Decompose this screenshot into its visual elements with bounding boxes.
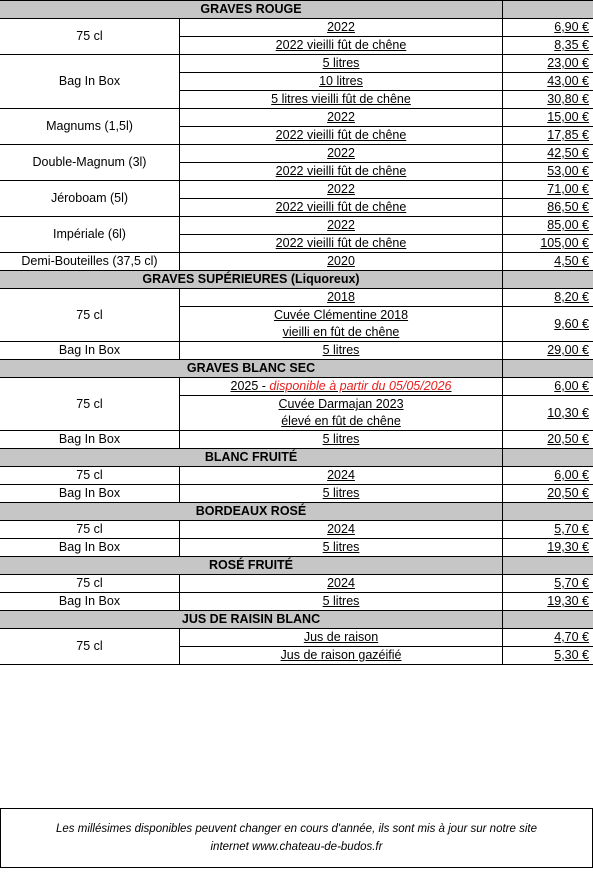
description-text: 2020 (327, 254, 355, 268)
description-cell (180, 55, 503, 73)
description-text: 2022 (327, 110, 355, 124)
container-cell: Bag In Box (0, 593, 180, 611)
container-cell: 75 cl (0, 575, 180, 593)
price-cell: 53,00 € (503, 163, 593, 181)
price-row (0, 109, 593, 127)
price-cell: 17,85 € (503, 127, 593, 145)
price-cell: 6,00 € (503, 378, 593, 396)
price-cell: 6,00 € (503, 467, 593, 485)
section-header-blank (503, 1, 593, 19)
section-header (0, 449, 593, 467)
container-cell: Magnums (1,5l) (0, 109, 180, 145)
description-text: 2022 vieilli fût de chêne (275, 38, 407, 52)
description-text: 2022 vieilli fût de chêne (275, 128, 407, 142)
price-row (0, 593, 593, 611)
price-cell: 15,00 € (503, 109, 593, 127)
description-cell (180, 199, 503, 217)
description-cell (180, 431, 503, 449)
section-header (0, 503, 593, 521)
container-cell: Impériale (6l) (0, 217, 180, 253)
description-cell (180, 181, 503, 199)
price-cell: 85,00 € (503, 217, 593, 235)
price-table-body (0, 1, 593, 665)
description-text: 5 litres (322, 343, 360, 357)
description-cell (180, 378, 503, 396)
description-cell (180, 521, 503, 539)
description-cell (180, 19, 503, 37)
price-cell: 42,50 € (503, 145, 593, 163)
description-text: 5 litres (322, 594, 360, 608)
description-text: 2022 (327, 146, 355, 160)
price-cell: 5,70 € (503, 521, 593, 539)
section-header-blank (503, 449, 593, 467)
price-cell: 71,00 € (503, 181, 593, 199)
description-text: Cuvée Darmajan 2023 (278, 397, 404, 411)
description-cell (180, 593, 503, 611)
description-cell (180, 396, 503, 431)
section-title: JUS DE RAISIN BLANC (0, 611, 503, 629)
description-text: 2018 (327, 290, 355, 304)
price-cell: 105,00 € (503, 235, 593, 253)
container-cell: 75 cl (0, 289, 180, 342)
container-cell: Bag In Box (0, 431, 180, 449)
container-cell: Bag In Box (0, 342, 180, 360)
price-row (0, 467, 593, 485)
price-cell: 6,90 € (503, 19, 593, 37)
price-cell: 19,30 € (503, 539, 593, 557)
price-row (0, 521, 593, 539)
section-header-blank (503, 503, 593, 521)
price-cell: 86,50 € (503, 199, 593, 217)
description-text: 2022 (327, 218, 355, 232)
price-cell: 4,50 € (503, 253, 593, 271)
description-cell (180, 145, 503, 163)
description-cell (180, 575, 503, 593)
section-header (0, 1, 593, 19)
section-header-blank (503, 557, 593, 575)
price-cell: 5,70 € (503, 575, 593, 593)
price-row (0, 378, 593, 396)
vintage-notice-line-2: internet www.chateau-de-budos.fr (210, 841, 383, 853)
vintage-notice (0, 808, 593, 868)
description-text: 2022 (327, 182, 355, 196)
section-header-blank (503, 271, 593, 289)
container-cell: Jéroboam (5l) (0, 181, 180, 217)
availability-note: disponible à partir du 05/05/2026 (269, 379, 452, 393)
price-cell: 8,35 € (503, 37, 593, 55)
container-cell: 75 cl (0, 521, 180, 539)
description-text: 2024 (327, 522, 355, 536)
description-cell (180, 253, 503, 271)
section-title: GRAVES ROUGE (0, 1, 503, 19)
price-cell: 23,00 € (503, 55, 593, 73)
price-cell: 20,50 € (503, 431, 593, 449)
section-header (0, 360, 593, 378)
container-cell: 75 cl (0, 467, 180, 485)
description-cell (180, 109, 503, 127)
description-text: 2024 (327, 576, 355, 590)
price-row (0, 342, 593, 360)
price-row (0, 539, 593, 557)
price-row (0, 181, 593, 199)
description-cell (180, 629, 503, 647)
description-cell (180, 235, 503, 253)
description-cell (180, 127, 503, 145)
price-row (0, 19, 593, 37)
description-text: 5 litres vieilli fût de chêne (271, 92, 411, 106)
section-header-blank (503, 360, 593, 378)
description-cell (180, 217, 503, 235)
description-subtext: élevé en fût de chêne (281, 414, 401, 428)
price-row (0, 145, 593, 163)
description-text: 2022 vieilli fût de chêne (275, 164, 407, 178)
section-header (0, 557, 593, 575)
price-cell: 20,50 € (503, 485, 593, 503)
container-cell: Double-Magnum (3l) (0, 145, 180, 181)
section-title: BLANC FRUITÉ (0, 449, 503, 467)
section-title: GRAVES SUPÉRIEURES (Liquoreux) (0, 271, 503, 289)
description-text: Jus de raison (303, 630, 379, 644)
description-subtext: vieilli en fût de chêne (282, 325, 400, 339)
section-header-blank (503, 611, 593, 629)
description-cell (180, 91, 503, 109)
section-header (0, 271, 593, 289)
price-row (0, 485, 593, 503)
price-cell: 10,30 € (503, 396, 593, 431)
description-text: 10 litres (319, 74, 363, 88)
price-row (0, 253, 593, 271)
price-row (0, 289, 593, 307)
description-text: 2022 (327, 20, 355, 34)
price-cell: 29,00 € (503, 342, 593, 360)
description-text: 5 litres (322, 540, 360, 554)
description-cell (180, 539, 503, 557)
container-cell: Bag In Box (0, 539, 180, 557)
description-cell (180, 307, 503, 342)
price-row (0, 629, 593, 647)
description-cell (180, 37, 503, 55)
description-text: Cuvée Clémentine 2018 (273, 308, 409, 322)
description-cell (180, 73, 503, 91)
price-row (0, 55, 593, 73)
description-text: 5 litres (322, 432, 360, 446)
description-cell (180, 163, 503, 181)
description-cell (180, 289, 503, 307)
description-text: 5 litres (322, 486, 360, 500)
container-cell: 75 cl (0, 19, 180, 55)
description-text: 5 litres (322, 56, 360, 70)
vintage-notice-line-1: Les millésimes disponibles peuvent changer en cours d'année, ils sont mis à jour sur notre site (56, 823, 537, 835)
price-cell: 43,00 € (503, 73, 593, 91)
price-cell: 30,80 € (503, 91, 593, 109)
price-row (0, 431, 593, 449)
description-text: Jus de raison gazéifié (280, 648, 402, 662)
description-text: 2025 - (230, 379, 270, 393)
price-cell: 9,60 € (503, 307, 593, 342)
section-title: ROSÉ FRUITÉ (0, 557, 503, 575)
section-header (0, 611, 593, 629)
price-row (0, 217, 593, 235)
description-cell (180, 647, 503, 665)
description-cell (180, 467, 503, 485)
container-cell: Bag In Box (0, 55, 180, 109)
price-cell: 8,20 € (503, 289, 593, 307)
section-title: GRAVES BLANC SEC (0, 360, 503, 378)
container-cell: Demi-Bouteilles (37,5 cl) (0, 253, 180, 271)
description-text: 2024 (327, 468, 355, 482)
description-text: 2022 vieilli fût de chêne (275, 236, 407, 250)
section-title: BORDEAUX ROSÉ (0, 503, 503, 521)
description-text: 2022 vieilli fût de chêne (275, 200, 407, 214)
container-cell: 75 cl (0, 378, 180, 431)
container-cell: Bag In Box (0, 485, 180, 503)
price-cell: 19,30 € (503, 593, 593, 611)
container-cell: 75 cl (0, 629, 180, 665)
price-cell: 4,70 € (503, 629, 593, 647)
price-row (0, 575, 593, 593)
description-cell (180, 485, 503, 503)
description-cell (180, 342, 503, 360)
price-cell: 5,30 € (503, 647, 593, 665)
